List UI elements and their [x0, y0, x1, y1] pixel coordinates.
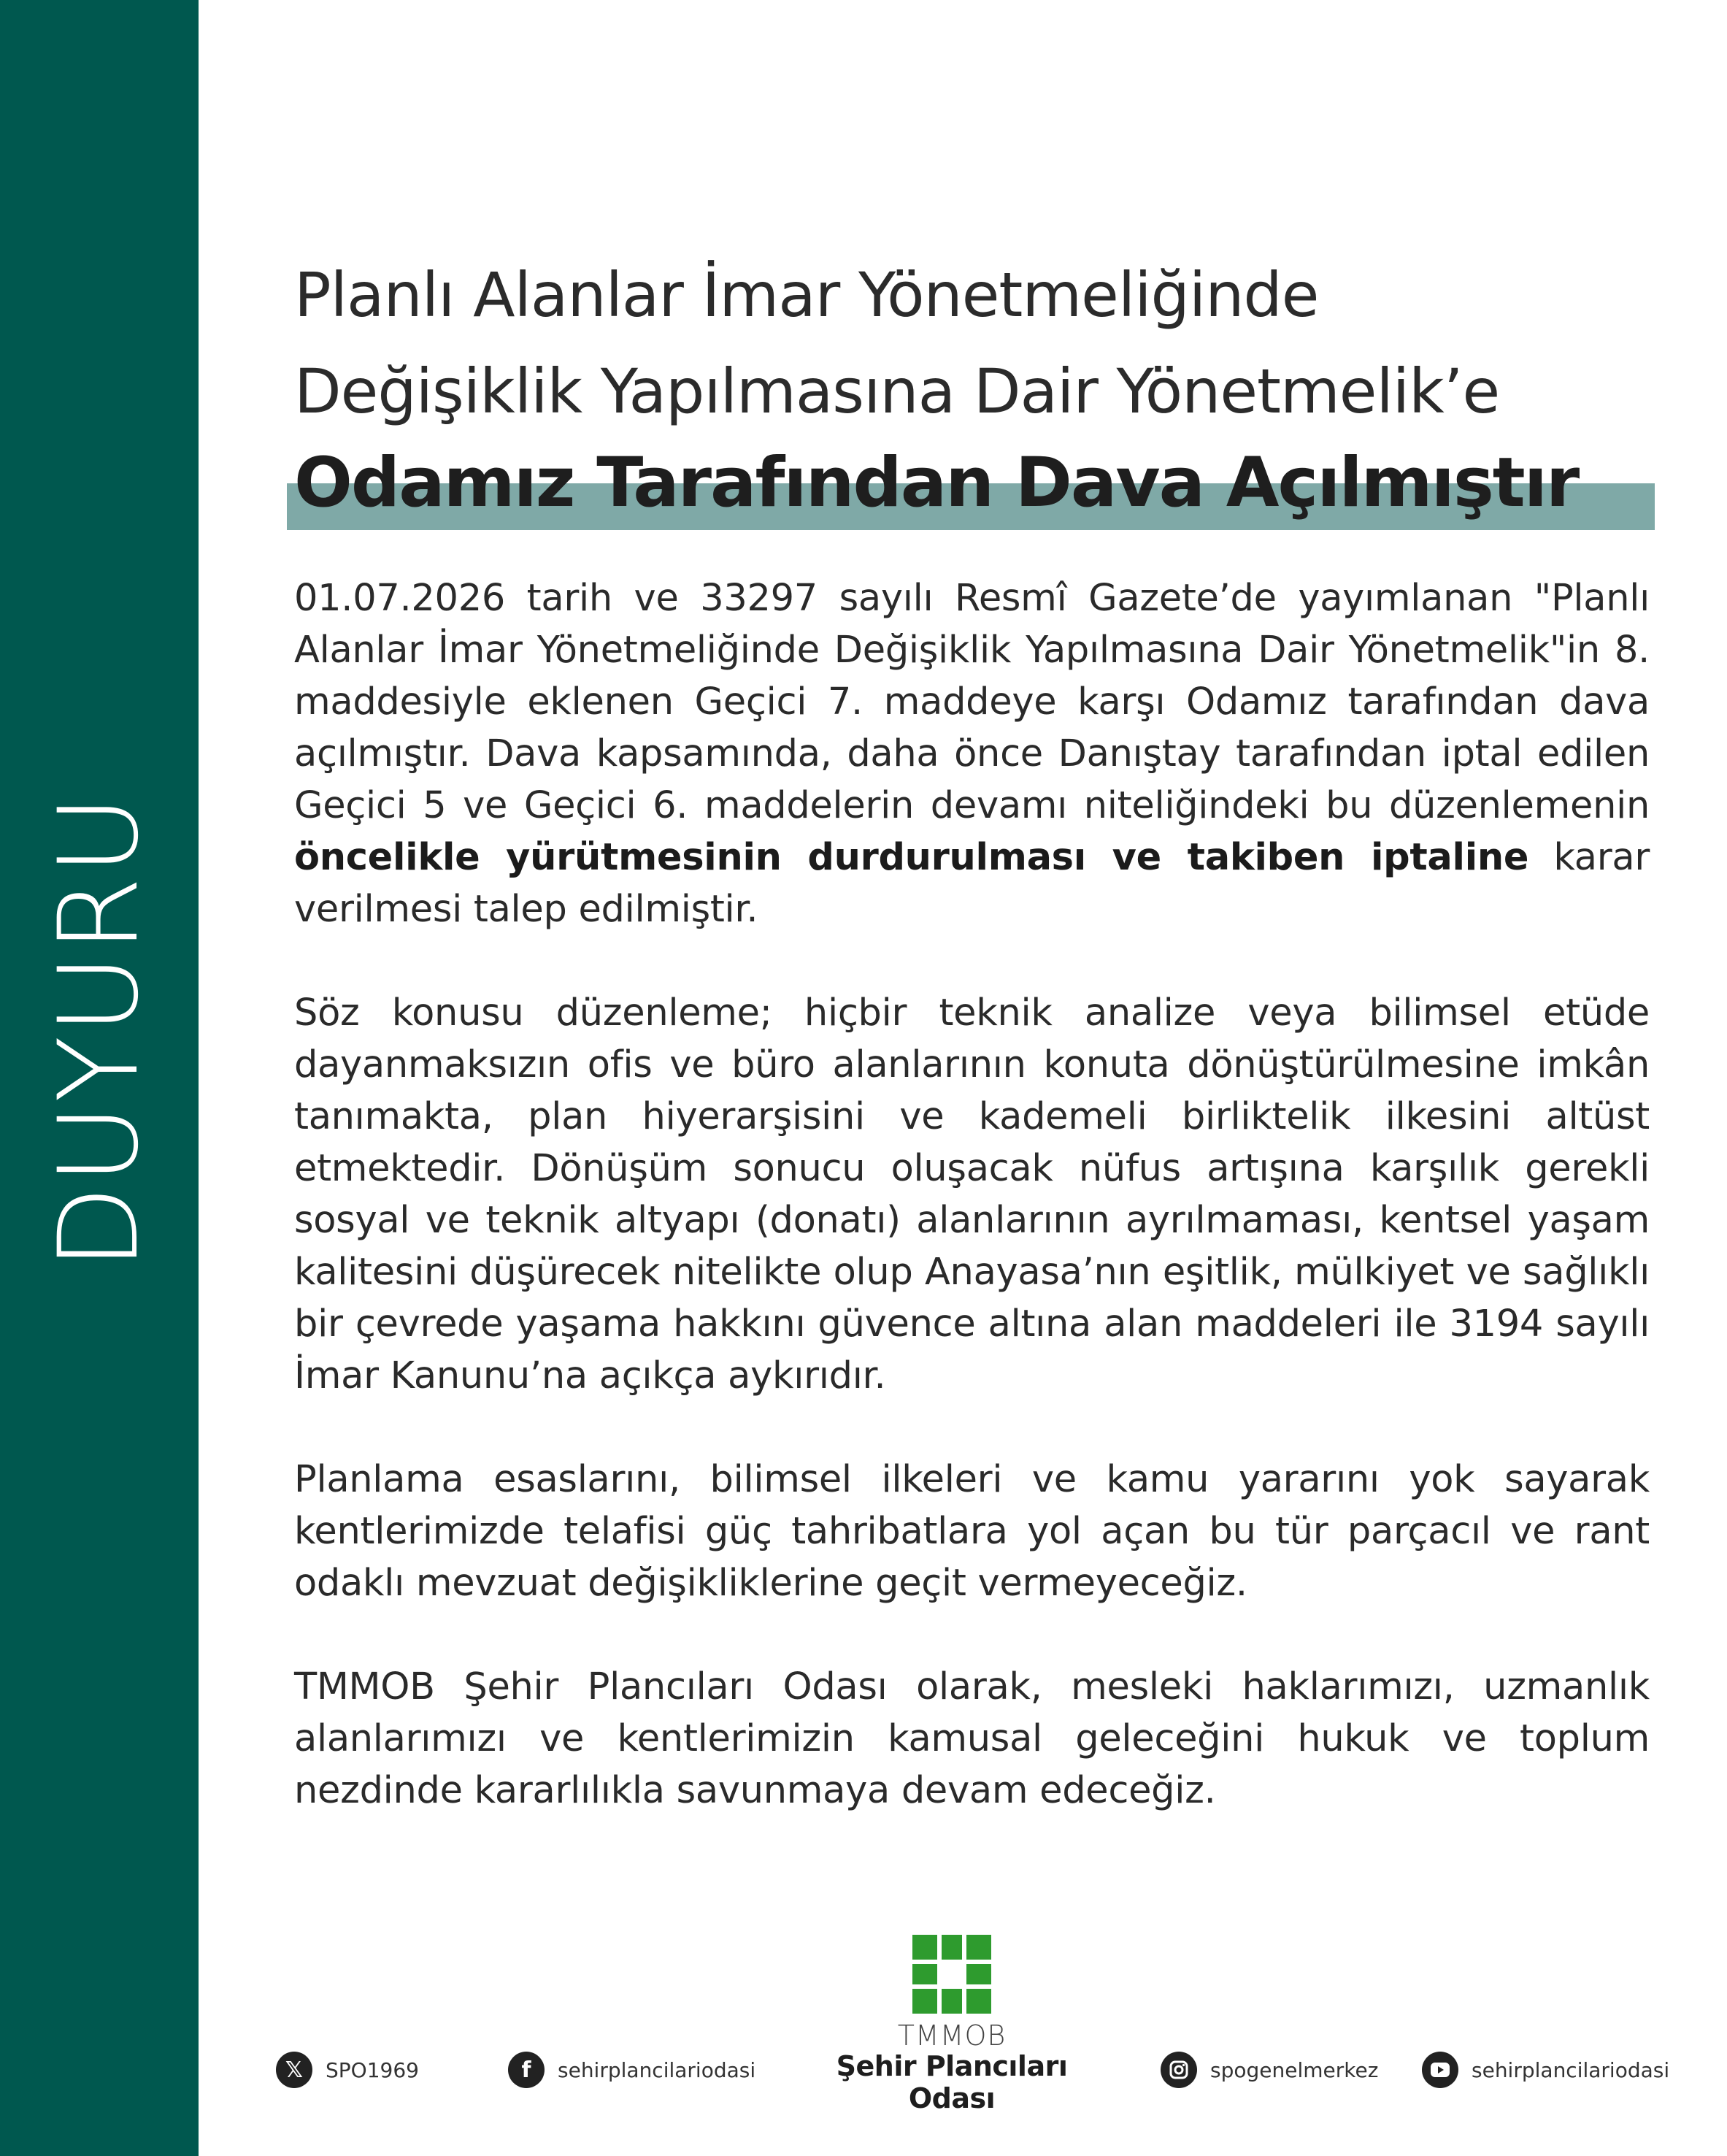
announcement-label: DUYURU: [36, 793, 163, 1270]
paragraph-3: Planlama esaslarını, bilimsel ilkeleri ve kamu yararını yok sayarak kentlerimizde telafisi güç tahribatlara yol açan bu tür parçacıl ve rant odaklı mevzuat değişikliklerine geçit vermeyeceğiz.: [294, 1458, 1650, 1605]
title-line-1: Planlı Alanlar İmar Yönetmeliğinde: [294, 259, 1319, 331]
logo-org: TMMOB: [897, 2019, 1007, 2052]
paragraph-2: Söz konusu düzenleme; hiçbir teknik analize veya bilimsel etüde dayanmaksızın ofis ve büro alanlarının konuta dönüştürülmesine imkân tanımakta, plan hiyerarşisini ve kademeli birliktelik ilkesini altüst etmektedir. Dönüşüm sonucu oluşacak nüfus artışına karşılık gerekli sosyal ve teknik altyapı (donatı) alanlarının ayrılmaması, kentsel yaşam kalitesini düşürecek nitelikte olup Anayasa’nın eşitlik, mülkiyet ve sağlıklı bir çevrede yaşama hakkını güvence altına alan maddeleri ile 3194 sayılı İmar Kanunu’na açıkça aykırıdır.: [294, 991, 1650, 1397]
x-icon: 𝕏: [276, 2052, 312, 2088]
paragraph-1-text-b: karar verilmesi talep edilmiştir.: [294, 836, 1650, 931]
social-instagram[interactable]: [1161, 2052, 1378, 2088]
social-instagram-handle: spogenelmerkez: [1210, 2057, 1379, 2082]
social-youtube-handle: sehirplancilariodasi: [1472, 2057, 1670, 2082]
page-title: [294, 247, 1652, 534]
social-facebook[interactable]: [508, 2052, 755, 2088]
title-emphasis: [294, 440, 1652, 534]
facebook-icon: f: [508, 2052, 545, 2088]
paragraph-1: [294, 572, 1650, 935]
sidebar-band: [0, 0, 199, 2156]
social-x[interactable]: [276, 2052, 419, 2088]
social-x-handle: SPO1969: [326, 2057, 419, 2082]
paragraph-1-text-a: 01.07.2026 tarih ve 33297 sayılı Resmî Gazete’de yayımlanan "Planlı Alanlar İmar Yönetmeliğinde Değişiklik Yapılmasına Dair Yönetmelik"in 8. maddesiyle eklenen Geçici 7. maddeye karşı Odamız tarafından dava açılmıştır. Dava kapsamında, daha önce Danıştay tarafından iptal edilen Geçici 5 ve Geçici 6. maddelerin devamı niteliğindeki bu düzenlemenin: [294, 577, 1650, 827]
social-youtube[interactable]: [1422, 2052, 1669, 2088]
title-line-2: Değişiklik Yapılmasına Dair Yönetmelik’e: [294, 356, 1500, 427]
paragraph-4: TMMOB Şehir Plancıları Odası olarak, mesleki haklarımızı, uzmanlık alanlarımızı ve kentlerimizin kamusal geleceğini hukuk ve toplum nezdinde kararlılıkla savunmaya devam edeceğiz.: [294, 1665, 1650, 1812]
title-line-3: Odamız Tarafından Dava Açılmıştır: [294, 443, 1579, 523]
spo-logo-icon: [912, 1935, 991, 2014]
instagram-icon: [1161, 2052, 1197, 2088]
logo-name: Şehir Plancıları Odası: [836, 2050, 1068, 2114]
paragraph-1-emphasis: öncelikle yürütmesinin durdurulması ve takiben iptaline: [294, 836, 1529, 879]
footer: [199, 1927, 1727, 2156]
announcement-body: [294, 572, 1650, 1868]
social-facebook-handle: sehirplancilariodasi: [558, 2057, 756, 2082]
youtube-icon: [1422, 2052, 1458, 2088]
